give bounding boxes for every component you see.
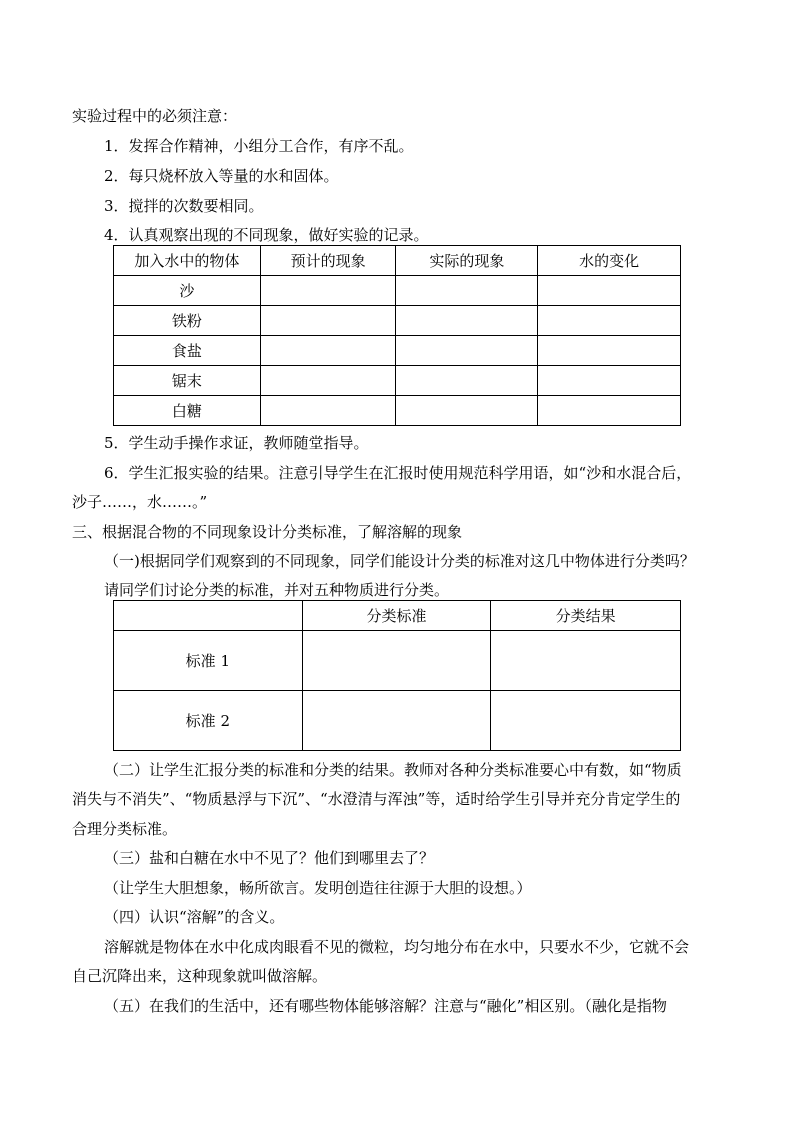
row-label: 标准 1 [114,631,303,691]
note-1: 1．发挥合作精神，小组分工合作，有序不乱。 [104,137,414,155]
row-label: 锯末 [114,366,261,396]
table-cell [538,276,681,306]
paragraph-2-line3: 合理分类标准。 [72,820,178,838]
table-cell [538,366,681,396]
paragraph-4: （四）认识“溶解”的含义。 [104,908,285,926]
note-3: 3．搅拌的次数要相同。 [104,197,264,215]
table-cell [491,631,681,691]
note-6-line1: 6．学生汇报实验的结果。注意引导学生在汇报时使用规范科学用语，如“沙和水混合后， [104,464,692,482]
table-row [114,396,681,426]
table-row [114,276,681,306]
table-cell [491,691,681,751]
table-cell [396,276,538,306]
row-label: 铁粉 [114,306,261,336]
section-intro: 实验过程中的必须注意： [72,107,238,125]
observation-table [113,245,681,426]
table-cell [260,396,396,426]
definition-line2: 自己沉降出来，这种现象就叫做溶解。 [72,967,328,985]
header-cell: 加入水中的物体 [114,246,261,276]
header-cell: 预计的现象 [260,246,396,276]
table-cell [260,336,396,366]
table-row [114,691,681,751]
table-cell [260,306,396,336]
table-cell [396,336,538,366]
row-label: 沙 [114,276,261,306]
header-cell: 实际的现象 [396,246,538,276]
note-4: 4．认真观察出现的不同现象，做好实验的记录。 [104,226,429,244]
paragraph-2-line2: 消失与不消失”、“物质悬浮与下沉”、“水澄清与浑浊”等，适时给学生引导并充分肯定学生的 [72,790,681,808]
row-label: 食盐 [114,336,261,366]
header-cell: 分类标准 [302,601,491,631]
note-5: 5．学生动手操作求证，教师随堂指导。 [104,434,369,452]
classification-table [113,600,681,751]
row-label: 标准 2 [114,691,303,751]
header-cell [114,601,303,631]
table-cell [538,306,681,336]
paragraph-5: （五）在我们的生活中，还有哪些物体能够溶解？注意与“融化”相区别。（融化是指物 [104,997,667,1015]
note-6-line2: 沙子……，水……。” [72,493,208,511]
row-label: 白糖 [114,396,261,426]
table-row [114,631,681,691]
table-cell [302,631,491,691]
table-cell [396,306,538,336]
note-2: 2．每只烧杯放入等量的水和固体。 [104,167,339,185]
table-cell [396,366,538,396]
table-row [114,366,681,396]
table-row [114,336,681,366]
paragraph-1-line1: （一)根据同学们观察到的不同现象，同学们能设计分类的标准对这几中物体进行分类吗？ [104,552,695,570]
header-cell: 分类结果 [491,601,681,631]
paragraph-2-line1: （二）让学生汇报分类的标准和分类的结果。教师对各种分类标准要心中有数，如“物质 [104,761,682,779]
paragraph-1-line2: 请同学们讨论分类的标准，并对五种物质进行分类。 [104,581,450,599]
table-cell [538,396,681,426]
paragraph-3-note: （让学生大胆想象，畅所欲言。发明创造往往源于大胆的设想。） [104,879,532,897]
table-header-row [114,246,681,276]
table-header-row [114,601,681,631]
table-cell [260,276,396,306]
section-3-title: 三、根据混合物的不同现象设计分类标准，了解溶解的现象 [72,523,463,541]
table-cell [396,396,538,426]
paragraph-3: （三）盐和白糖在水中不见了？他们到哪里去了？ [104,849,435,867]
table-cell [260,366,396,396]
header-cell: 水的变化 [538,246,681,276]
table-row [114,306,681,336]
table-cell [538,336,681,366]
definition-line1: 溶解就是物体在水中化成肉眼看不见的微粒，均匀地分布在水中，只要水不少，它就不会 [104,938,690,956]
table-cell [302,691,491,751]
